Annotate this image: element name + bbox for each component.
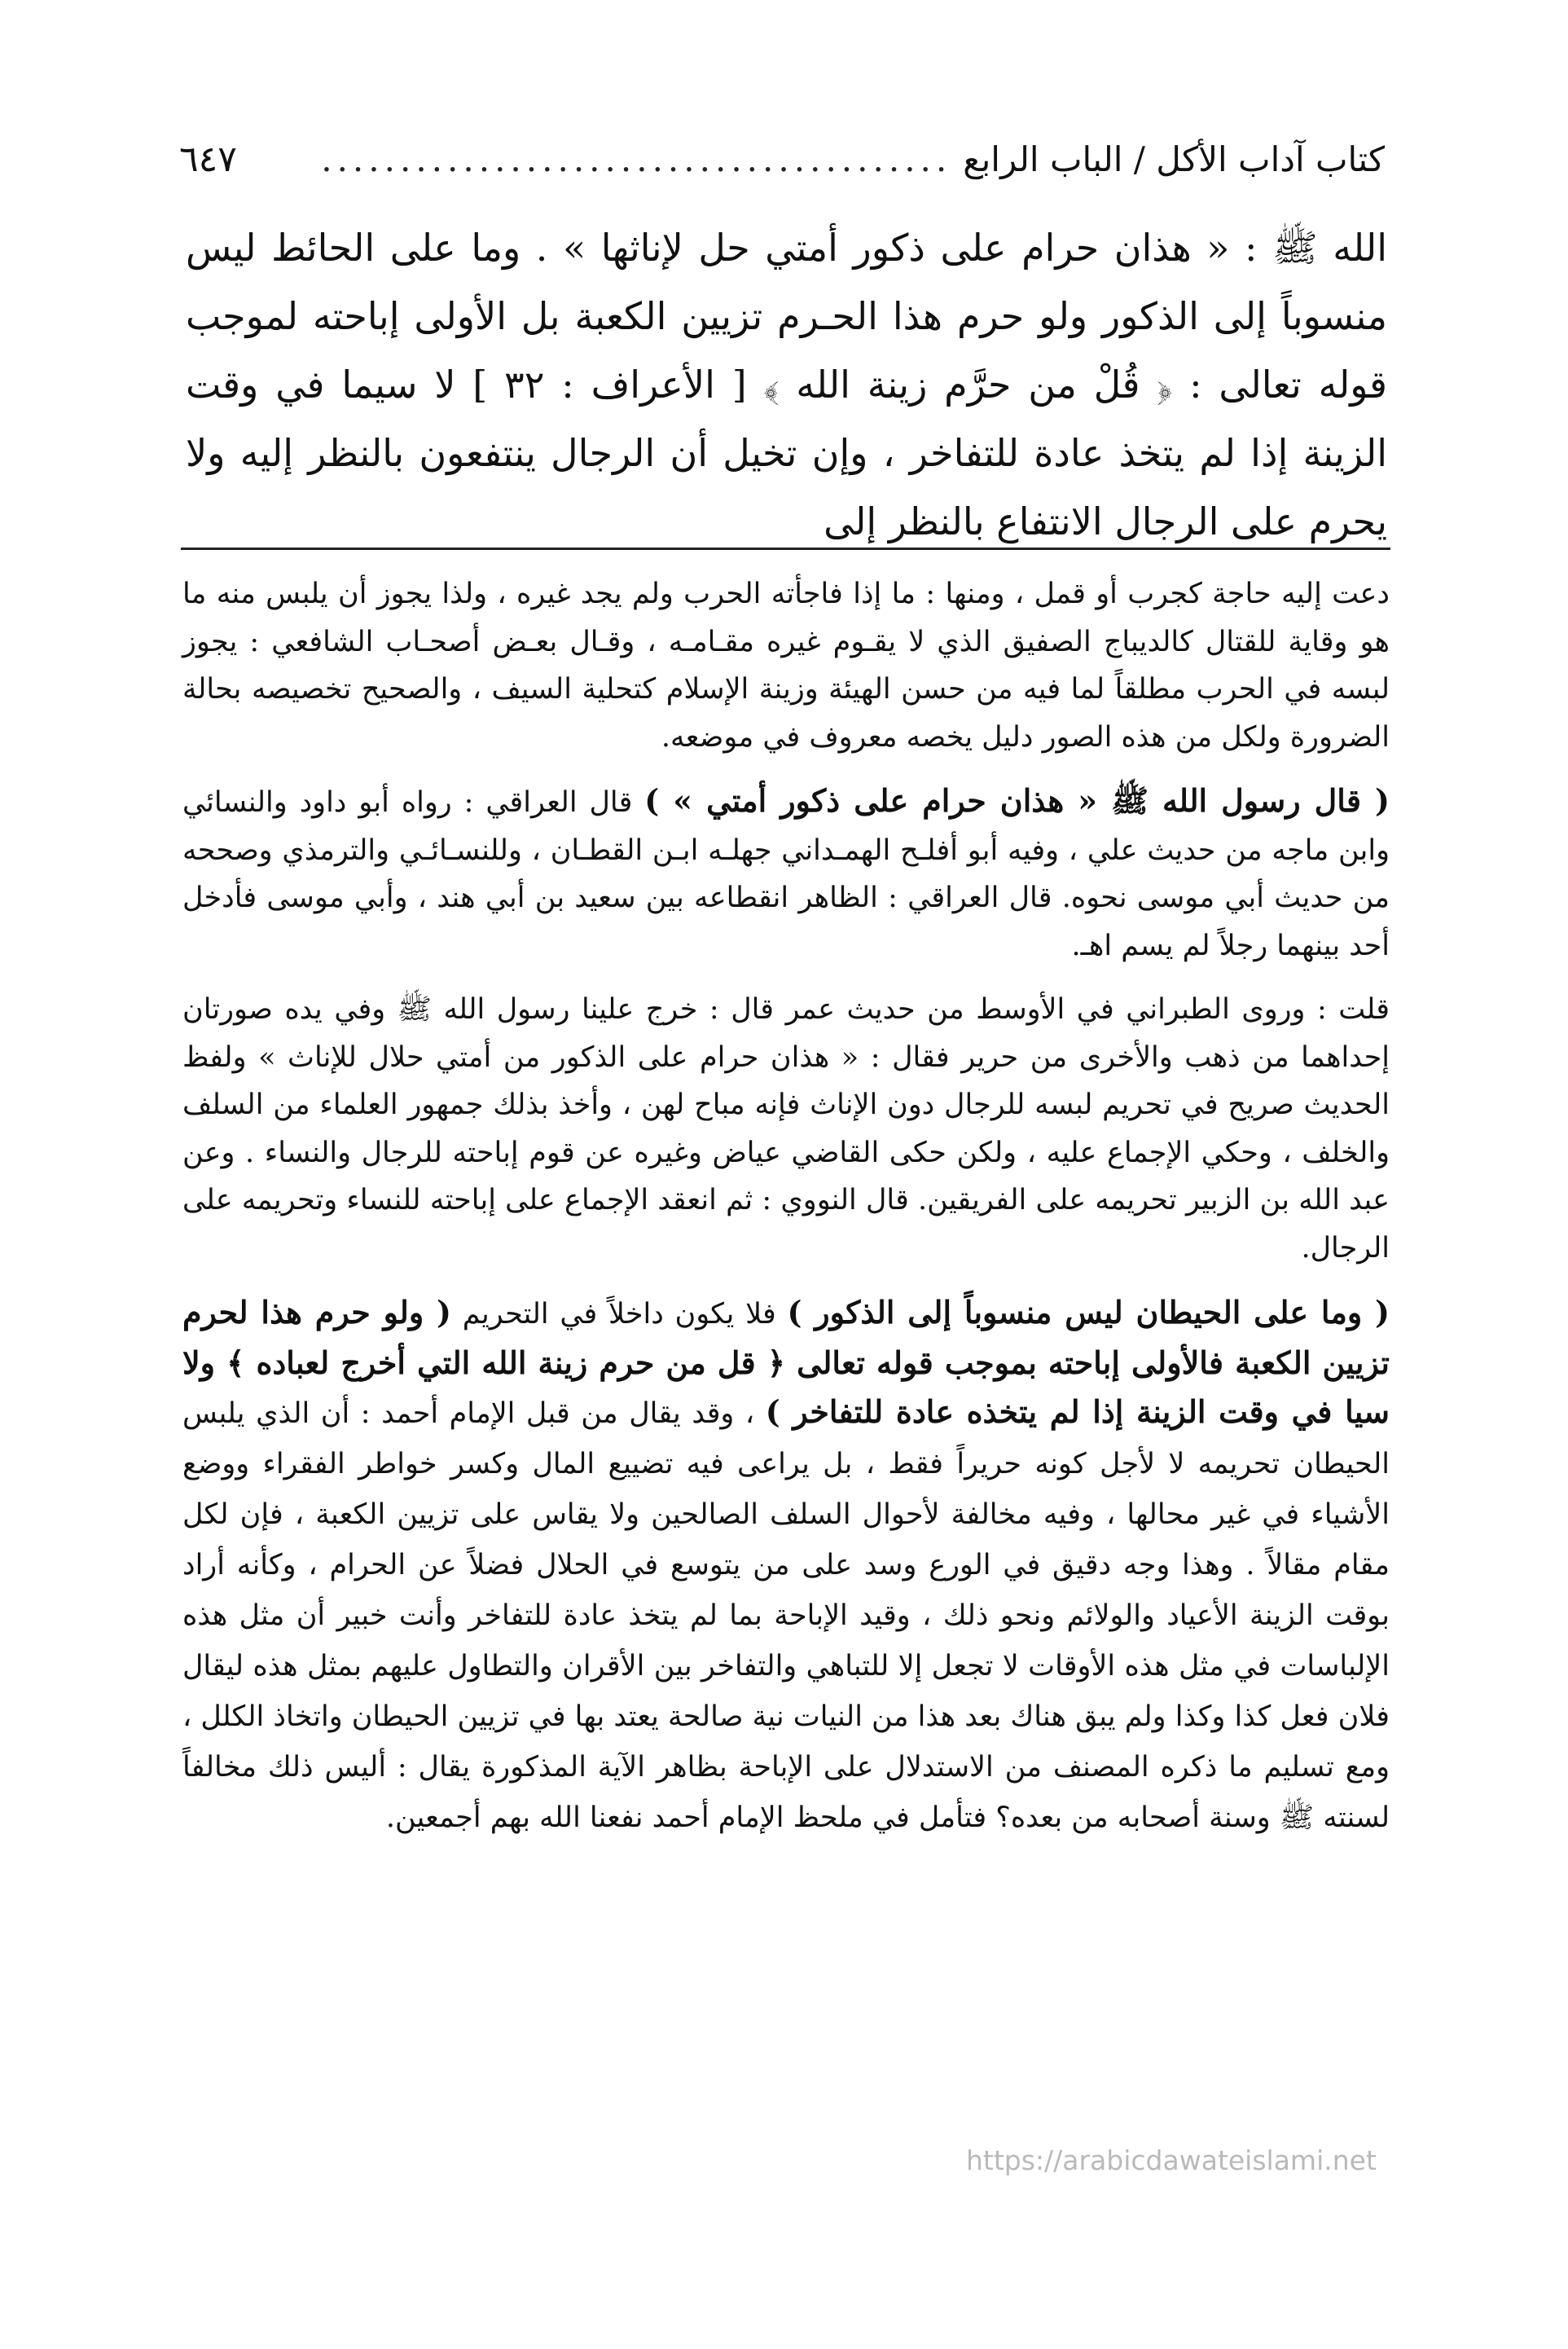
header-title: كتاب آداب الأكل / الباب الرابع (963, 139, 1385, 179)
commentary-text: فلا يكون داخلاً في التحريم (451, 1298, 788, 1331)
commentary-paragraph-3: قلت : وروى الطبراني في الأوسط من حديث عمر قال : خرج علينا رسول الله ﷺ وفي يده صورتان إحداهما من ذهب والأخرى من حرير فقال : « هذان حرام على الذكور من أمتي حلال للإناث » ولفظ الحديث صريح في تحريم لبسه للرجال دون الإناث فإنه مباح لهن ، وأخذ بذلك جمهور العلماء من السلف والخلف ، وحكي الإجماع عليه ، ولكن حكى القاضي عياض وغيره عن قوم إباحته للرجال والنساء . وعن عبد الله بن الزبير تحريمه على الفريقين. قال النووي : ثم انعقد الإجماع على إباحته للنساء وتحريمه على الرجال. (182, 993, 1390, 1265)
commentary-quote: ( ولو حرم هذا لحرم تزيين الكعبة فالأولى إباحته بموجب قوله تعالى ﴿ قل من حرم زينة الله التي أخرج لعباده ﴾ ولا سيا في وقت الزينة إذا لم يتخذه عادة للتفاخر ) (182, 1294, 1390, 1430)
header-dot-leader: ........................................ (321, 139, 952, 179)
commentary-paragraph-1: دعت إليه حاجة كجرب أو قمل ، ومنها : ما إذا فاجأته الحرب ولم يجد غيره ، ولذا يجوز أن يلبس منه ما هو وقاية للقتال كالديباج الصفيق الذي لا يقـوم غيره مقـامـه ، وقـال بعـض أصحـاب الشافعي : يجوز لبسه في الحرب مطلقاً لما فيه من حسن الهيئة وزينة الإسلام كتحلية السيف ، والصحيح تخصيصه بحالة الضرورة ولكل من هذه الصور دليل يخصه معروف في موضعه. (182, 578, 1390, 754)
commentary-quote: ( وما على الحيطان ليس منسوباً إلى الذكور ) (787, 1294, 1390, 1331)
commentary-section (182, 570, 1390, 1842)
commentary-text: ، وقد يقال من قبل الإمام أحمد : أن الذي يلبس الحيطان تحريمه لا لأجل كونه حريراً فقط ، بل يراعى فيه تضييع المال وكسر خواطر الفقراء ووضع الأشياء في غير محالها ، وفيه مخالفة لأحوال السلف الصالحين ولا يقاس على تزيين الكعبة ، فإن لكل مقام مقالاً . وهذا وجه دقيق في الورع وسد على من يتوسع في الحلال فضلاً عن الحرام ، وكأنه أراد بوقت الزينة الأعياد والولائم ونحو ذلك ، وقيد الإباحة بما لم يتخذ عادة للتفاخر وأنت خبير أن مثل هذه الإلباسات في مثل هذه الأوقات لا تجعل إلا للتباهي والتفاخر بين الأقران والتطاول عليهم بمثل هذه ليقال فلان فعل كذا وكذا ولم يبق هناك بعد هذا من النيات نية صالحة يعتد بها في تزيين الحيطان واتخاذ الكلل ، ومع تسليم ما ذكره المصنف من الاستدلال على الإباحة بظاهر الآية المذكورة يقال : أليس ذلك مخالفاً لسنته ﷺ وسنة أصحابه من بعده؟ فتأمل في ملحظ الإمام أحمد نفعنا الله بهم أجمعين. (182, 1397, 1390, 1834)
commentary-paragraph-4 (182, 1288, 1390, 1842)
running-header (179, 130, 1385, 187)
commentary-text: قال العراقي : رواه أبو داود والنسائي وابن ماجه من حديث علي ، وفيه أبو أفلـح الهمـداني جهلـه ابـن القطـان ، وللنسـائـي والترمذي وصححه من حديث أبي موسى نحوه. قال العراقي : الظاهر انقطاعه بين سعيد بن أبي هند ، وأبي موسى فأدخل أحد بينهما رجلاً لم يسم اهـ. (182, 786, 1390, 962)
watermark-url: https://arabicdawateislami.net (966, 2144, 1377, 2176)
commentary-quote: ( قال رسول الله ﷺ « هذان حرام على ذكور أمتي » ) (644, 782, 1390, 819)
separator-line (181, 548, 1390, 550)
main-text-block: الله ﷺ : « هذان حرام على ذكور أمتي حل لإناثها » . وما على الحائط ليس منسوباً إلى الذكور ولو حرم هذا الحـرم تزيين الكعبة بل الأولى إباحته لموجب قوله تعالى : ﴿ قُلْ من حرَّم زينة الله ﴾ [ الأعراف : ٣٢ ] لا سيما في وقت الزينة إذا لم يتخذ عادة للتفاخر ، وإن تخيل أن الرجال ينتفعون بالنظر إليه ولا يحرم على الرجال الانتفاع بالنظر إلى (186, 226, 1388, 543)
page-number: ٦٤٧ (179, 138, 237, 180)
commentary-paragraph-2 (182, 777, 1390, 970)
